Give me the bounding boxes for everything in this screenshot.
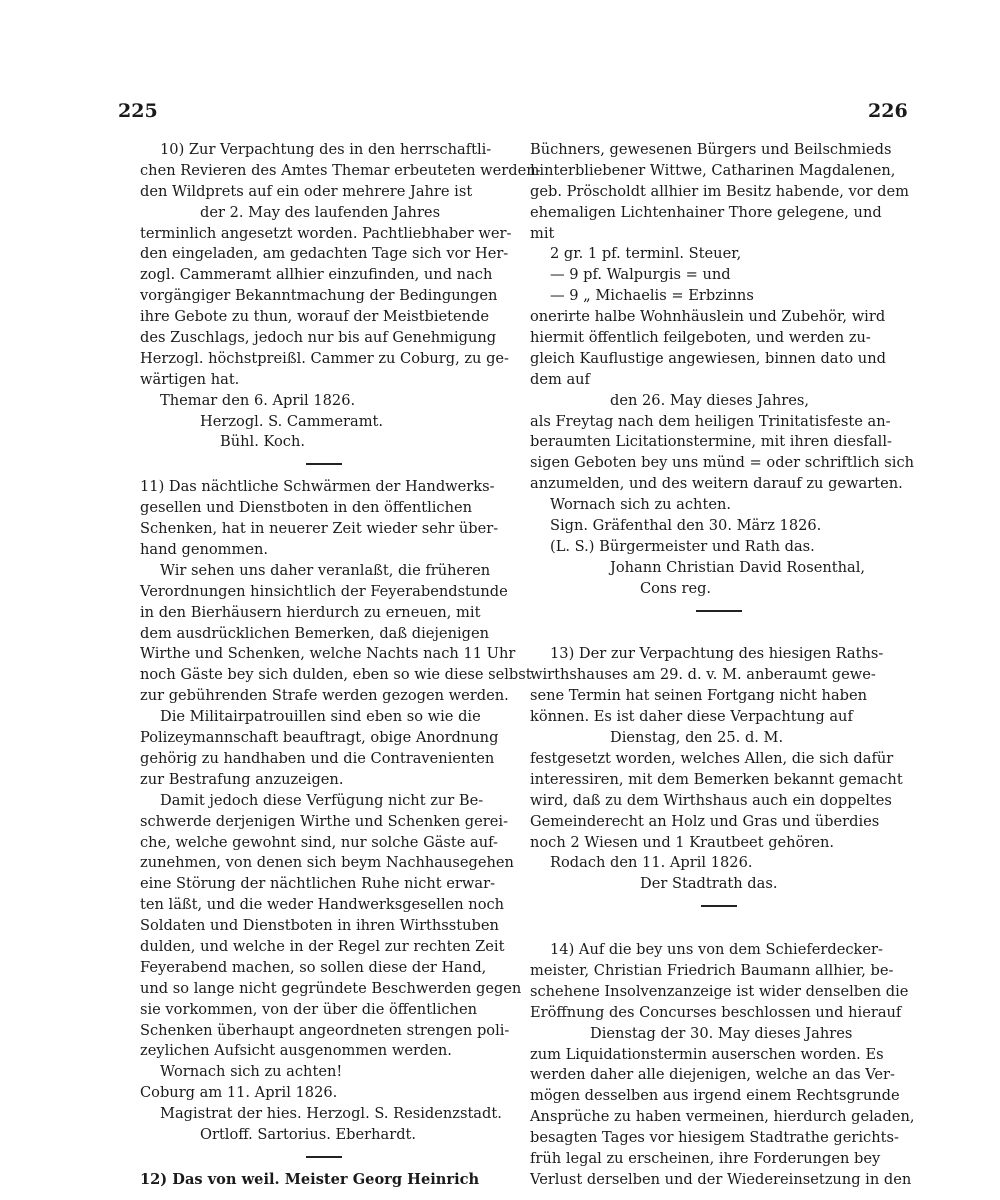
notice-12-continued xyxy=(530,140,915,600)
text-line: 14) Auf die bey uns von dem Schieferdecker- xyxy=(550,941,883,959)
text-line: sigen Geboten bey uns münd = oder schriftlich sich xyxy=(530,454,915,472)
signature: Herzogl. S. Cammeramt. xyxy=(200,412,384,430)
text-line: zeylichen Aufsicht ausgenommen werden. xyxy=(140,1042,452,1060)
text-line: den Wildprets auf ein oder mehrere Jahre ist xyxy=(140,182,473,200)
text-line: onerirte halbe Wohnhäuslein und Zubehör, wird xyxy=(530,308,886,326)
text-line: wirthshauses am 29. d. v. M. anberaumt gewe- xyxy=(530,666,876,684)
text-line: geb. Pröscholdt allhier im Besitz habende, vor dem xyxy=(530,182,909,200)
text-line: terminlich angesetzt worden. Pachtliebhaber wer- xyxy=(140,224,512,242)
dateline: Coburg am 11. April 1826. xyxy=(140,1084,338,1102)
text-line: mögen desselben aus irgend einem Rechtsgrunde xyxy=(530,1087,900,1105)
section-divider xyxy=(696,610,742,612)
right-column xyxy=(530,140,915,1191)
text-line: 13) Der zur Verpachtung des hiesigen Raths- xyxy=(550,645,884,663)
text-line: Herzogl. höchstpreißl. Cammer zu Coburg, zu ge- xyxy=(140,349,509,367)
dateline: Rodach den 11. April 1826. xyxy=(550,854,753,872)
signature: Cons reg. xyxy=(640,579,712,597)
text-line: mit xyxy=(530,224,555,242)
text-line: — 9 „ Michaelis = Erbzinns xyxy=(550,287,754,305)
text-line: Die Militairpatrouillen sind eben so wie die xyxy=(160,708,481,726)
signature: Ortloff. Sartorius. Eberhardt. xyxy=(200,1125,417,1143)
text-line: ihre Gebote zu thun, worauf der Meistbietende xyxy=(140,308,490,326)
text-line: dulden, und welche in der Regel zur rechten Zeit xyxy=(140,937,505,955)
text-line: Damit jedoch diese Verfügung nicht zur Be- xyxy=(160,791,484,809)
dateline: Themar den 6. April 1826. xyxy=(160,391,356,409)
text-line: — 9 pf. Walpurgis = und xyxy=(550,266,731,284)
text-line: Wir sehen uns daher veranlaßt, die früheren xyxy=(160,561,491,579)
text-line: Dienstag, den 25. d. M. xyxy=(610,729,784,747)
text-line: Dienstag der 30. May dieses Jahres xyxy=(590,1024,853,1042)
text-line: Wirthe und Schenken, welche Nachts nach 11 Uhr xyxy=(140,645,516,663)
spacer xyxy=(530,624,908,645)
text-line: zunehmen, von denen sich beym Nachhausegehen xyxy=(140,854,514,872)
text-line: früh legal zu erscheinen, ihre Forderungen bey xyxy=(530,1149,881,1167)
text-line: gesellen und Dienstboten in den öffentlichen xyxy=(140,499,473,517)
text-line: meister, Christian Friedrich Baumann allhier, be- xyxy=(530,961,894,979)
text-line: dem ausdrücklichen Bemerken, daß diejenigen xyxy=(140,624,490,642)
text-line: 10) Zur Verpachtung des in den herrschaftli- xyxy=(160,141,492,158)
page-number-left: 225 xyxy=(118,100,158,122)
text-line: 2 gr. 1 pf. terminl. Steuer, xyxy=(550,245,742,263)
text-line: den eingeladen, am gedachten Tage sich vor Her- xyxy=(140,245,509,263)
dateline: Sign. Gräfenthal den 30. März 1826. xyxy=(550,517,822,535)
signature: Magistrat der hies. Herzogl. S. Residenzstadt. xyxy=(160,1105,502,1123)
text-line: Ansprüche zu haben vermeinen, hierdurch geladen, xyxy=(530,1108,915,1126)
text-line: Schenken überhaupt angeordneten strengen poli- xyxy=(140,1021,510,1039)
text-line: Wornach sich zu achten! xyxy=(160,1063,343,1081)
text-line: sene Termin hat seinen Fortgang nicht haben xyxy=(530,687,868,705)
text-line: hand genommen. xyxy=(140,541,268,559)
notice-11 xyxy=(140,477,532,1146)
text-line: können. Es ist daher diese Verpachtung auf xyxy=(530,708,853,726)
text-line: Verordnungen hinsichtlich der Feyerabendstunde xyxy=(140,582,508,600)
text-line: noch 2 Wiesen und 1 Krautbeet gehören. xyxy=(530,833,835,851)
text-line: hiermit öffentlich feilgeboten, und werden zu- xyxy=(530,329,871,347)
text-line: der 2. May des laufenden Jahres xyxy=(200,203,441,221)
text-line: beraumten Licitationstermine, mit ihren diesfall- xyxy=(530,433,892,451)
spacer xyxy=(530,919,908,940)
notice-13 xyxy=(530,644,908,895)
text-line: Verlust derselben und der Wiedereinsetzung in den xyxy=(530,1170,912,1188)
text-line: ten läßt, und die weder Handwerksgesellen noch xyxy=(140,896,505,914)
text-line: zum Liquidationstermin auserschen worden. Es xyxy=(530,1045,884,1063)
text-line: anzumelden, und des weitern darauf zu gewarten. xyxy=(530,475,903,493)
signature: Bühl. Koch. xyxy=(220,433,305,451)
text-line: eine Störung der nächtlichen Ruhe nicht erwar- xyxy=(140,875,496,893)
text-line: zogl. Cammeramt allhier einzufinden, und nach xyxy=(140,266,493,284)
signature: (L. S.) Bürgermeister und Rath das. xyxy=(550,537,815,555)
text-line: 11) Das nächtliche Schwärmen der Handwerks- xyxy=(140,478,495,496)
section-divider xyxy=(306,463,342,465)
text-line: Feyerabend machen, so sollen diese der Hand, xyxy=(140,958,487,976)
text-line: wärtigen hat. xyxy=(140,370,240,388)
text-line: Gemeinderecht an Holz und Gras und überdies xyxy=(530,812,880,830)
text-line: vorgängiger Bekanntmachung der Bedingungen xyxy=(140,287,498,305)
notice-10 xyxy=(140,140,541,453)
text-line: ehemaligen Lichtenhainer Thore gelegene, und xyxy=(530,203,882,221)
text-line: Eröffnung des Concurses beschlossen und hierauf xyxy=(530,1003,902,1021)
text-line: schwerde derjenigen Wirthe und Schenken gerei- xyxy=(140,812,509,830)
signature: Der Stadtrath das. xyxy=(640,875,778,893)
notice-14 xyxy=(530,940,915,1191)
text-line: besagten Tages vor hiesigem Stadtrathe gerichts- xyxy=(530,1129,899,1147)
text-line: hinterbliebener Wittwe, Catharinen Magdalenen, xyxy=(530,161,896,179)
text-line: und so lange nicht gegründete Beschwerden gegen xyxy=(140,979,522,997)
text-line: chen Revieren des Amtes Themar erbeuteten werden- xyxy=(140,161,541,179)
left-column xyxy=(140,140,541,1191)
text-line: Büchners, gewesenen Bürgers und Beilschmieds xyxy=(530,141,892,158)
text-line: des Zuschlags, jedoch nur bis auf Genehmigung xyxy=(140,329,497,347)
text-line: zur Bestrafung anzuzeigen. xyxy=(140,770,344,788)
text-line: Soldaten und Dienstboten in ihren Wirthsstuben xyxy=(140,917,499,935)
page-number-right: 226 xyxy=(868,100,908,122)
text-line: festgesetzt worden, welches Allen, die sich dafür xyxy=(530,749,894,767)
text-line: den 26. May dieses Jahres, xyxy=(610,391,809,409)
text-line: Polizeymannschaft beauftragt, obige Anordnung xyxy=(140,729,499,747)
text-line: dem auf xyxy=(530,370,590,388)
text-line: sie vorkommen, von der über die öffentlichen xyxy=(140,1000,477,1018)
text-line: als Freytag nach dem heiligen Trinitatisfeste an- xyxy=(530,412,891,430)
section-divider xyxy=(701,905,737,907)
notice-12-start: 12) Das von weil. Meister Georg Heinrich xyxy=(140,1170,480,1188)
text-line: gehörig zu handhaben und die Contravenienten xyxy=(140,749,495,767)
text-line: wird, daß zu dem Wirthshaus auch ein doppeltes xyxy=(530,791,892,809)
text-line: che, welche gewohnt sind, nur solche Gäste auf- xyxy=(140,833,498,851)
text-line: Schenken, hat in neuerer Zeit wieder sehr über- xyxy=(140,520,499,538)
text-line: gleich Kauflustige angewiesen, binnen dato und xyxy=(530,349,886,367)
section-divider xyxy=(306,1156,342,1158)
text-line: in den Bierhäusern hierdurch zu erneuen, mit xyxy=(140,603,481,621)
text-line: werden daher alle diejenigen, welche an das Ver- xyxy=(530,1066,895,1084)
text-line: zur gebührenden Strafe werden gezogen werden. xyxy=(140,687,509,705)
signature: Johann Christian David Rosenthal, xyxy=(610,558,866,576)
text-line: interessiren, mit dem Bemerken bekannt gemacht xyxy=(530,770,903,788)
text-line: Wornach sich zu achten. xyxy=(550,496,731,514)
text-line: noch Gäste bey sich dulden, eben so wie diese selbst xyxy=(140,666,532,684)
text-line: schehene Insolvenzanzeige ist wider denselben die xyxy=(530,982,909,1000)
